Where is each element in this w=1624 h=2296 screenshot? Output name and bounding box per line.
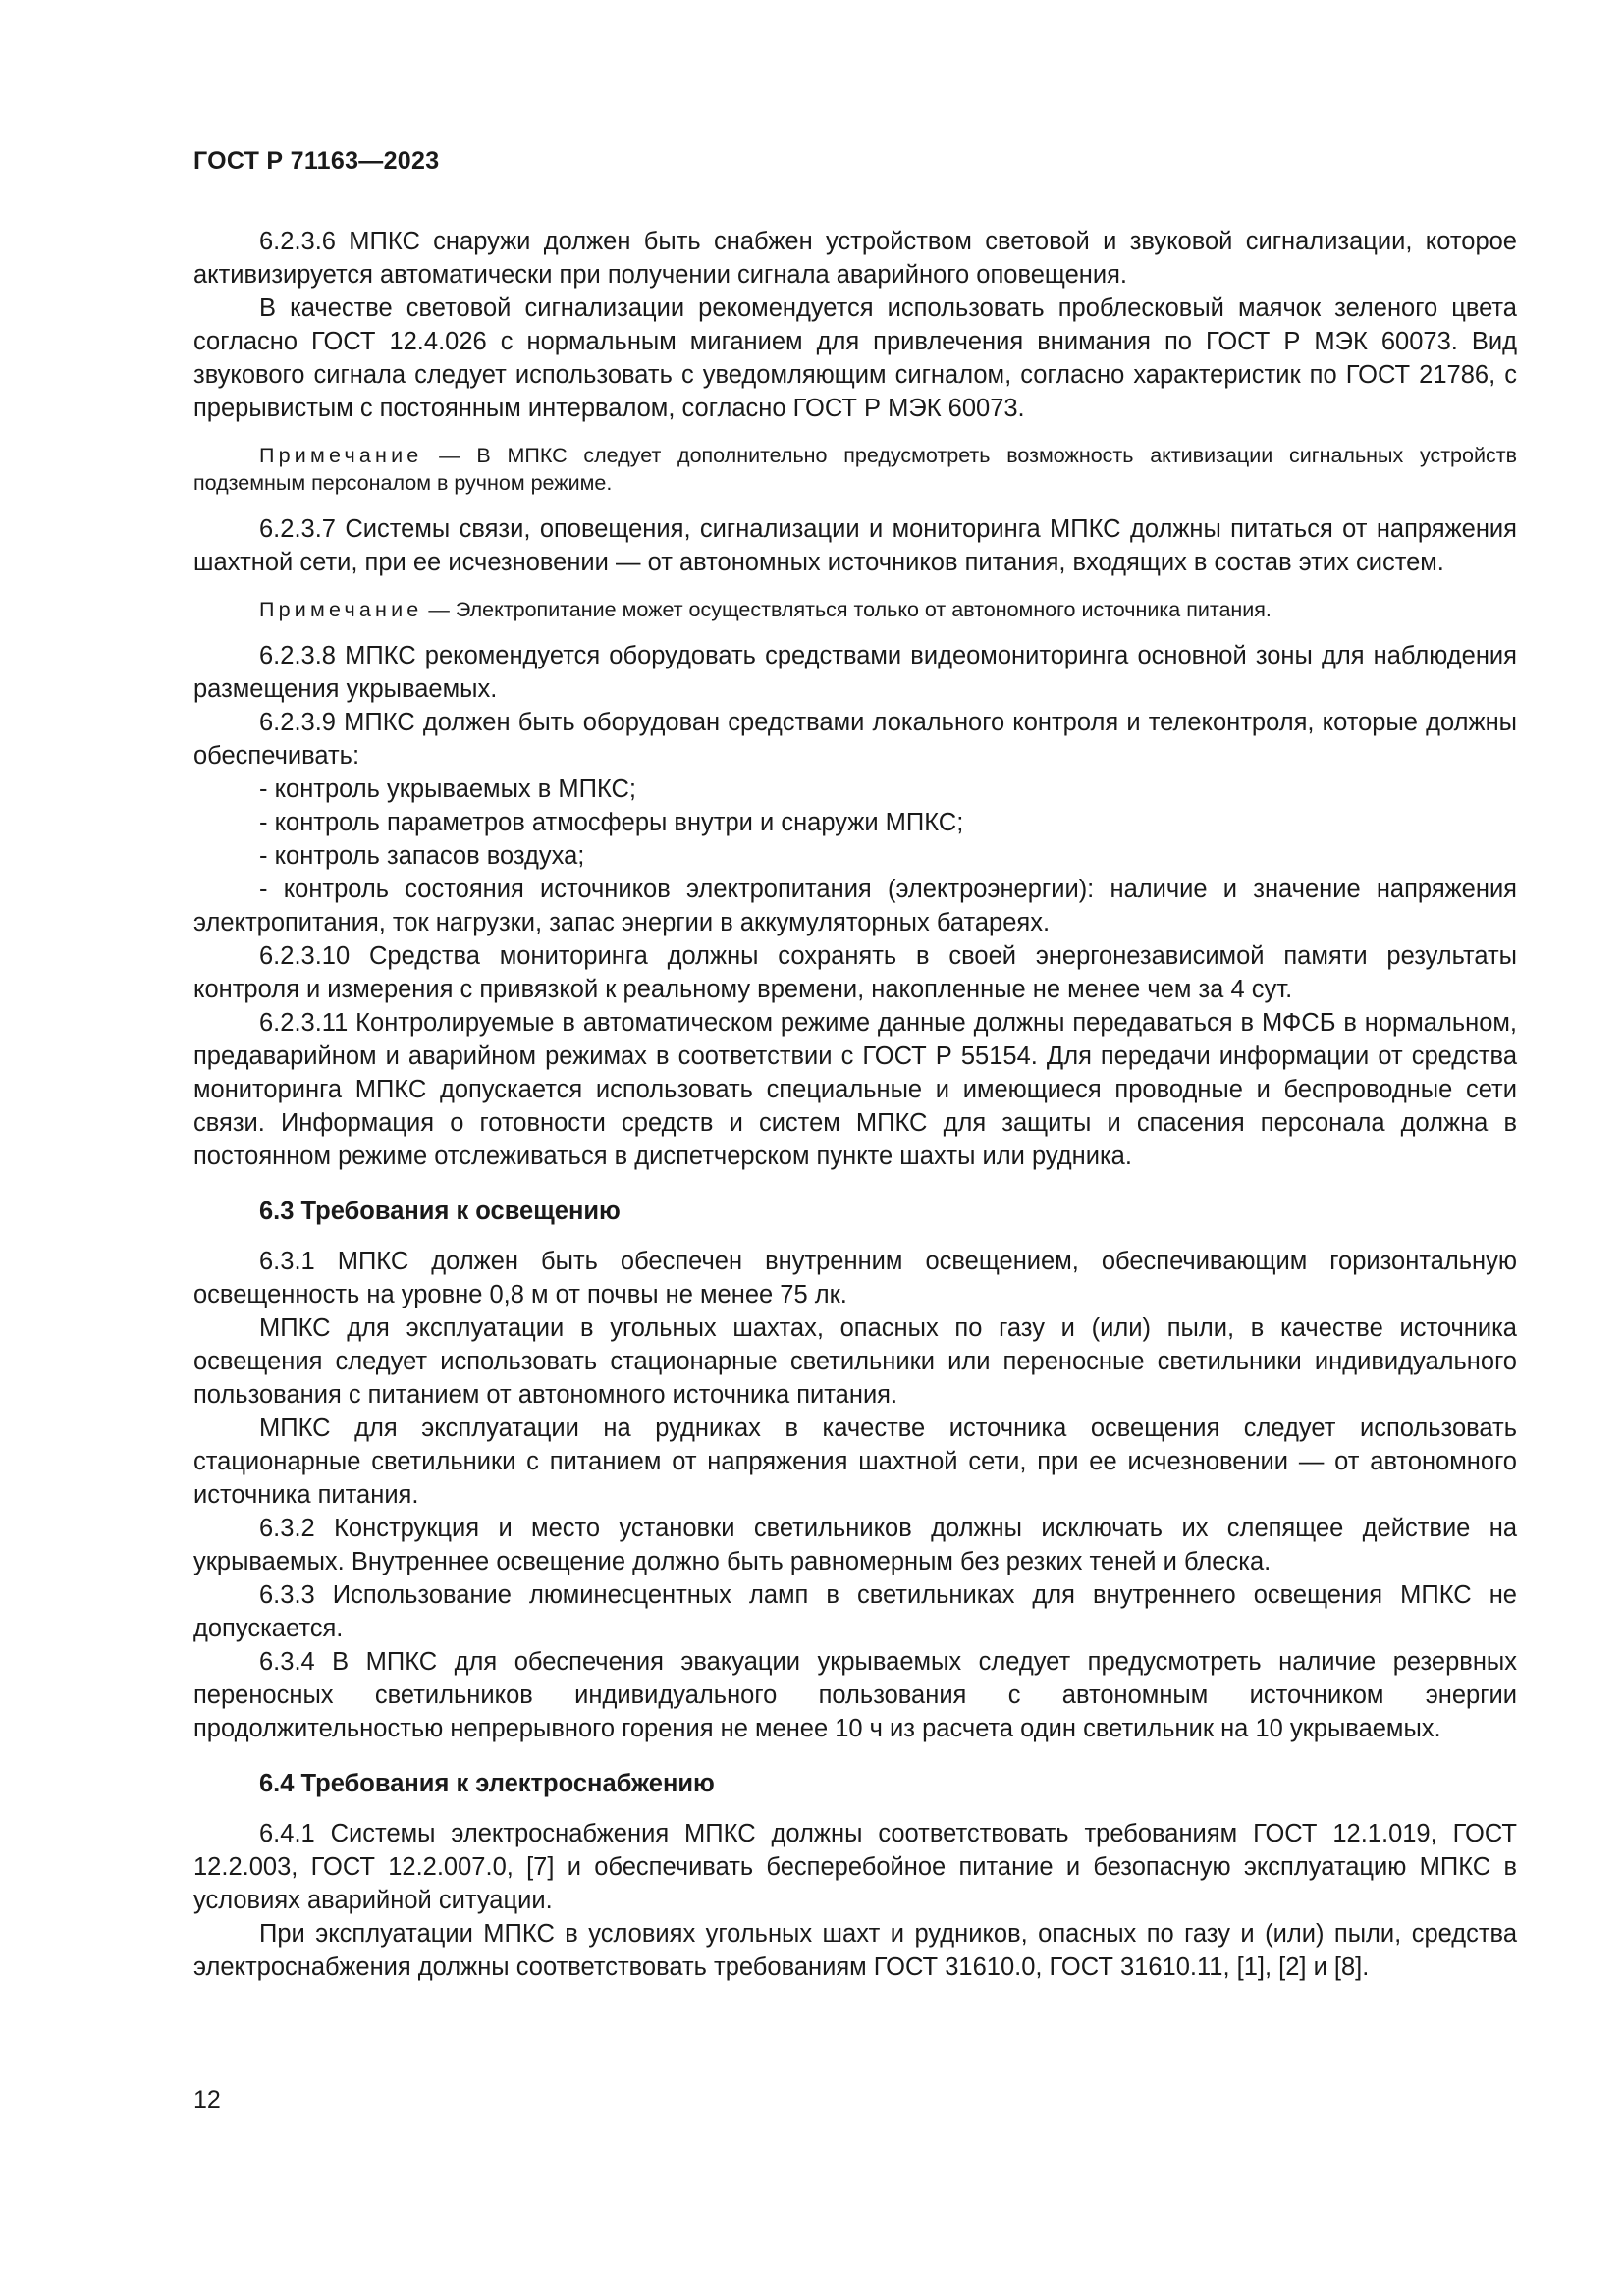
paragraph-6-2-3-6: 6.2.3.6 МПКС снаружи должен быть снабжен устройством световой и звуковой сигнализации, которое активизируется автоматически при получении сигнала аварийного оповещения. (193, 228, 1517, 289)
page-number: 12 (193, 2086, 221, 2113)
paragraph-6-3-1: 6.3.1 МПКС должен быть обеспечен внутренним освещением, обеспечивающим горизонтальную освещенность на уровне 0,8 м от почвы не менее 75 лк. (193, 1248, 1517, 1308)
paragraph-6-4-1-hazard: При эксплуатации МПКС в условиях угольных шахт и рудников, опасных по газу и (или) пыли, средства электроснабжения должны соответствовать требованиям ГОСТ 31610.0, ГОСТ 31610.11, [1], [2] и [8]. (193, 1920, 1517, 1981)
paragraph-6-2-3-8: 6.2.3.8 МПКС рекомендуется оборудовать средствами видеомониторинга основной зоны для наблюдения размещения укрываемых. (193, 642, 1517, 703)
paragraph-6-3-1-coal: МПКС для эксплуатации в угольных шахтах, опасных по газу и (или) пыли, в качестве источника освещения следует использовать стационарные светильники или переносные светильники индивидуального пользования с питанием от автономного источника питания. (193, 1314, 1517, 1409)
paragraph-6-2-3-10: 6.2.3.10 Средства мониторинга должны сохранять в своей энергонезависимой памяти результаты контроля и измерения с привязкой к реальному времени, накопленные не менее чем за 4 сут. (193, 942, 1517, 1003)
list-item: - контроль запасов воздуха; (259, 842, 585, 870)
document-header: ГОСТ Р 71163—2023 (193, 147, 440, 175)
note-text: — В МПКС следует дополнительно предусмотреть возможность активизации сигнальных устройств подземным персоналом в ручном режиме. (193, 444, 1517, 495)
note-label: Примечание (259, 598, 423, 621)
note-2 (193, 596, 1517, 623)
list-item: - контроль параметров атмосферы внутри и снаружи МПКС; (259, 809, 964, 836)
document-body (193, 225, 1517, 1984)
paragraph-6-2-3-6-signals: В качестве световой сигнализации рекомендуется использовать проблесковый маячок зеленого цвета согласно ГОСТ 12.4.026 с нормальным миганием для привлечения внимания по ГОСТ Р МЭК 60073. Вид звукового сигнала следует использовать с уведомляющим сигналом, согласно характеристик по ГОСТ 21786, с прерывистым с постоянным интервалом, согласно ГОСТ Р МЭК 60073. (193, 294, 1517, 422)
section-heading-6-3: 6.3 Требования к освещению (259, 1198, 621, 1225)
paragraph-6-2-3-7: 6.2.3.7 Системы связи, оповещения, сигнализации и мониторинга МПКС должны питаться от напряжения шахтной сети, при ее исчезновении — от автономных источников питания, входящих в состав этих систем. (193, 515, 1517, 576)
paragraph-6-4-1: 6.4.1 Системы электроснабжения МПКС должны соответствовать требованиям ГОСТ 12.1.019, ГОСТ 12.2.003, ГОСТ 12.2.007.0, [7] и обеспечивать бесперебойное питание и безопасную эксплуатацию МПКС в условиях аварийной ситуации. (193, 1820, 1517, 1914)
list-item: - контроль состояния источников электропитания (электроэнергии): наличие и значение напряжения электропитания, ток нагрузки, запас энергии в аккумуляторных батареях. (193, 876, 1517, 936)
section-heading-6-4: 6.4 Требования к электроснабжению (259, 1770, 715, 1797)
note-label: Примечание (259, 444, 423, 467)
paragraph-6-3-4: 6.3.4 В МПКС для обеспечения эвакуации укрываемых следует предусмотреть наличие резервных переносных светильников индивидуального пользования с автономным источником энергии продолжительностью непрерывного горения не менее 10 ч из расчета один светильник на 10 укрываемых. (193, 1648, 1517, 1742)
note-text: — Электропитание может осуществляться только от автономного источника питания. (422, 598, 1272, 621)
paragraph-6-3-3: 6.3.3 Использование люминесцентных ламп в светильниках для внутреннего освещения МПКС не допускается. (193, 1581, 1517, 1642)
paragraph-6-2-3-11: 6.2.3.11 Контролируемые в автоматическом режиме данные должны передаваться в МФСБ в нормальном, предаварийном и аварийном режимах в соответствии с ГОСТ Р 55154. Для передачи информации от средства мониторинга МПКС допускается использовать специальные и имеющиеся проводные и беспроводные сети связи. Информация о готовности средств и систем МПКС для защиты и спасения персонала должна в постоянном режиме отслеживаться в диспетчерском пункте шахты или рудника. (193, 1009, 1517, 1170)
paragraph-6-2-3-9: 6.2.3.9 МПКС должен быть оборудован средствами локального контроля и телеконтроля, которые должны обеспечивать: (193, 709, 1517, 770)
list-item: - контроль укрываемых в МПКС; (259, 775, 637, 803)
paragraph-6-3-2: 6.3.2 Конструкция и место установки светильников должны исключать их слепящее действие на укрываемых. Внутреннее освещение должно быть равномерным без резких теней и блеска. (193, 1515, 1517, 1575)
paragraph-6-3-1-mines: МПКС для эксплуатации на рудниках в качестве источника освещения следует использовать стационарные светильники с питанием от напряжения шахтной сети, при ее исчезновении — от автономного источника питания. (193, 1415, 1517, 1509)
note-1 (193, 442, 1517, 497)
